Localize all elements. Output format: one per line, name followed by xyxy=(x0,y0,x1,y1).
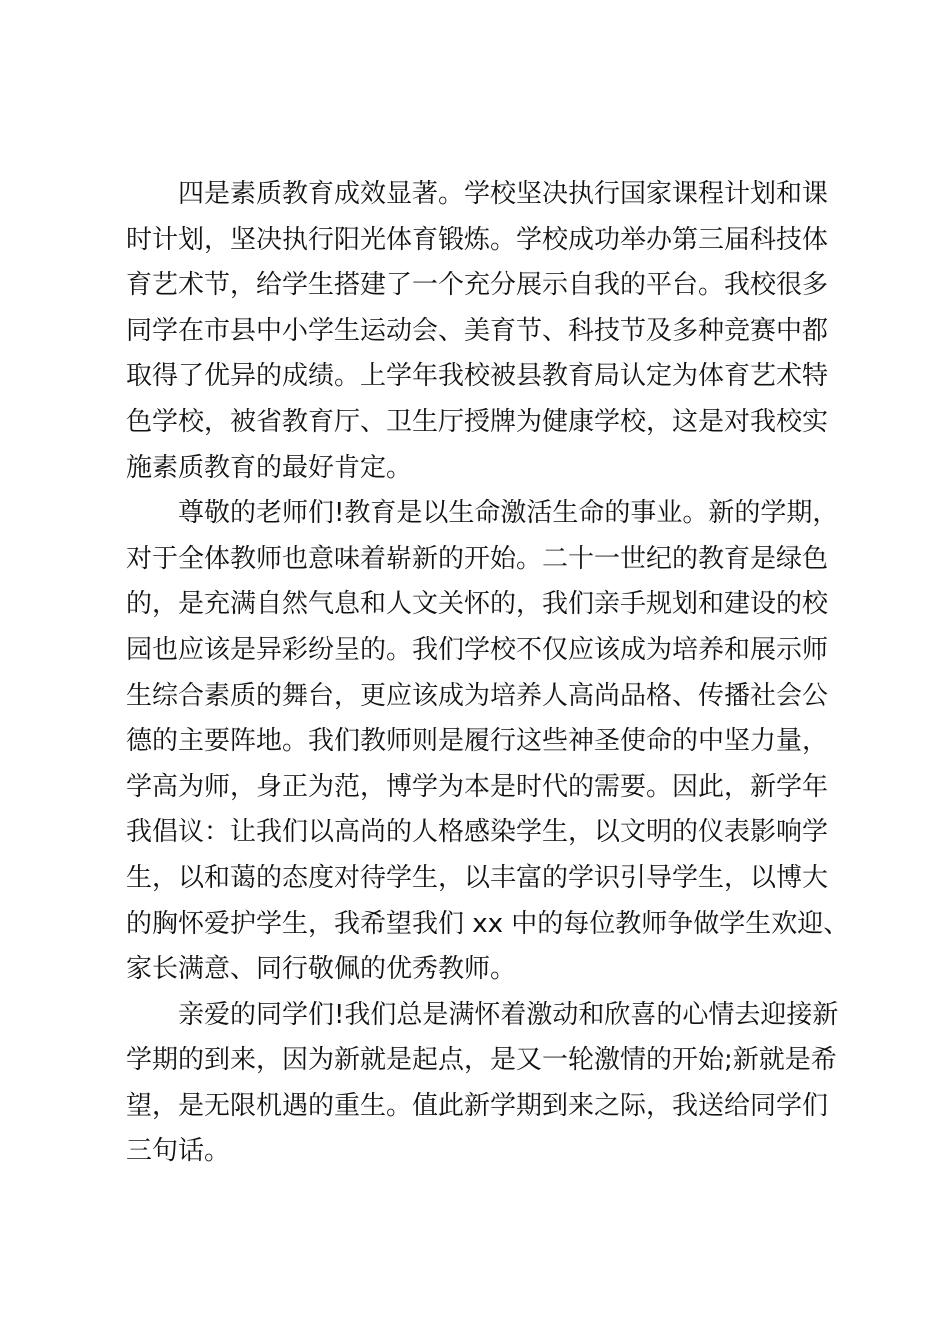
document-body xyxy=(126,172,850,1175)
text-line: 望，是无限机遇的重生。值此新学期到来之际，我送给同学们 xyxy=(126,1090,829,1121)
text-line: 时计划，坚决执行阳光体育锻炼。学校成功举办第三届科技体 xyxy=(126,224,829,255)
paragraph-teachers xyxy=(126,491,850,993)
text-line: 尊敬的老师们!教育是以生命激活生命的事业。新的学期， xyxy=(178,498,839,529)
text-line: 育艺术节，给学生搭建了一个充分展示自我的平台。我校很多 xyxy=(126,270,829,301)
text-line: 学高为师，身正为范，博学为本是时代的需要。因此，新学年 xyxy=(126,771,829,802)
text-line: 德的主要阵地。我们教师则是履行这些神圣使命的中坚力量， xyxy=(126,726,829,757)
text-line: 对于全体教师也意味着崭新的开始。二十一世纪的教育是绿色 xyxy=(126,543,829,574)
text-line: 三句话。 xyxy=(126,1136,231,1167)
text-line: 亲爱的同学们!我们总是满怀着激动和欣喜的心情去迎接新 xyxy=(178,999,839,1030)
text-line: 生，以和蔼的态度对待学生，以丰富的学识引导学生，以博大 xyxy=(126,862,829,893)
text-line: 家长满意、同行敬佩的优秀教师。 xyxy=(126,954,517,985)
text-line: 色学校，被省教育厅、卫生厅授牌为健康学校，这是对我校实 xyxy=(126,406,829,437)
text-line: 园也应该是异彩纷呈的。我们学校不仅应该成为培养和展示师 xyxy=(126,634,829,665)
text-line: 的胸怀爱护学生，我希望我们 xx 中的每位教师争做学生欢迎、 xyxy=(126,908,850,939)
text-line: 学期的到来，因为新就是起点，是又一轮激情的开始;新就是希 xyxy=(126,1045,837,1076)
text-line: 取得了优异的成绩。上学年我校被县教育局认定为体育艺术特 xyxy=(126,361,829,392)
paragraph-students xyxy=(126,993,838,1175)
text-line: 同学在市县中小学生运动会、美育节、科技节及多种竞赛中都 xyxy=(126,315,829,346)
text-line: 施素质教育的最好肯定。 xyxy=(126,452,413,483)
text-line: 的，是充满自然气息和人文关怀的，我们亲手规划和建设的校 xyxy=(126,589,829,620)
paragraph-quality-education xyxy=(126,172,838,491)
text-line: 生综合素质的舞台，更应该成为培养人高尚品格、传播社会公 xyxy=(126,680,829,711)
text-line: 我倡议：让我们以高尚的人格感染学生，以文明的仪表影响学 xyxy=(126,817,829,848)
text-line: 四是素质教育成效显著。学校坚决执行国家课程计划和课 xyxy=(178,179,829,209)
